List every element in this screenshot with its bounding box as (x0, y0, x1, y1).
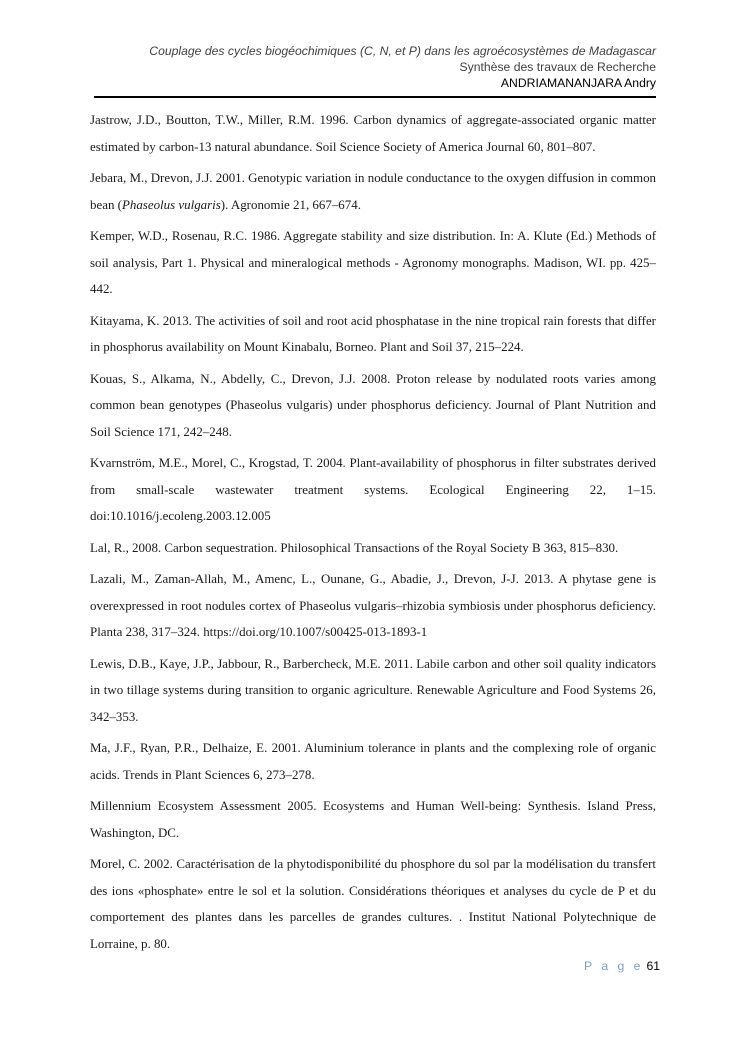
header-author: ANDRIAMANANJARA Andry (500, 76, 656, 90)
reference-item: Lal, R., 2008. Carbon sequestration. Philosophical Transactions of the Royal Society B 363, 815–830. (90, 539, 619, 555)
reference-text: Jebara, M., Drevon, J.J. 2001. Genotypic variation in nodule conductance to the oxygen diffusion in common bean ( (90, 170, 657, 212)
reference-item: Morel, C. 2002. Caractérisation de la phytodisponibilité du phosphore du sol par la modélisation du transfert des ions «phosphate» entre le sol et la solution. Considérations théoriques et analyses du cycle de P et du comportement des plantes dans les parcelles de grandes cultures. . Institut National Polytechnique de Lorraine, p. 80. (90, 856, 656, 951)
reference-item: Kvarnström, M.E., Morel, C., Krogstad, T. 2004. Plant-availability of phosphorus in filter substrates derived from small-scale wastewater treatment systems. Ecological Engineering 22, 1–15. doi:10.1016/j.ecoleng.2003.12.005 (90, 455, 656, 523)
species-name: Phaseolus vulgaris (121, 196, 221, 212)
page-number: 61 (646, 959, 660, 973)
reference-item: Lazali, M., Zaman-Allah, M., Amenc, L., Ounane, G., Abadie, J., Drevon, J-J. 2013. A phytase gene is overexpressed in root nodules cortex of Phaseolus vulgaris–rhizobia symbiosis under phosphorus deficiency. Planta 238, 317–324. https://doi.org/10.1007/s00425-013-1893-1 (90, 571, 656, 639)
header-divider (94, 96, 656, 98)
reference-item: Kitayama, K. 2013. The activities of soil and root acid phosphatase in the nine tropical rain forests that differ in phosphorus availability on Mount Kinabalu, Borneo. Plant and Soil 37, 215–224. (90, 312, 656, 354)
reference-item: Kemper, W.D., Rosenau, R.C. 1986. Aggregate stability and size distribution. In: A. Klute (Ed.) Methods of soil analysis, Part 1. Physical and mineralogical methods - Agronomy monographs. Madison, WI. pp. 425–442. (90, 228, 656, 296)
header-title: Couplage des cycles biogéochimiques (C, N, et P) dans les agroécosystèmes de Madagascar (149, 44, 656, 58)
reference-list (90, 107, 656, 962)
page-footer (560, 959, 660, 973)
header-subtitle: Synthèse des travaux de Recherche (459, 60, 656, 74)
reference-item: Ma, J.F., Ryan, P.R., Delhaize, E. 2001. Aluminium tolerance in plants and the complexing role of organic acids. Trends in Plant Sciences 6, 273–278. (90, 740, 656, 782)
reference-item: Kouas, S., Alkama, N., Abdelly, C., Drevon, J.J. 2008. Proton release by nodulated roots varies among common bean genotypes (Phaseolus vulgaris) under phosphorus deficiency. Journal of Plant Nutrition and Soil Science 171, 242–248. (90, 370, 656, 439)
reference-text: ). Agronomie 21, 667–674. (220, 196, 361, 212)
reference-item: Millennium Ecosystem Assessment 2005. Ecosystems and Human Well-being: Synthesis. Island Press, Washington, DC. (90, 798, 656, 840)
running-header (90, 43, 656, 91)
reference-item: Jastrow, J.D., Boutton, T.W., Miller, R.M. 1996. Carbon dynamics of aggregate-associated organic matter estimated by carbon-13 natural abundance. Soil Science Society of America Journal 60, 801–807. (90, 112, 656, 154)
page-label: P a g e (584, 959, 644, 973)
reference-item (90, 165, 656, 218)
reference-item: Lewis, D.B., Kaye, J.P., Jabbour, R., Barbercheck, M.E. 2011. Labile carbon and other soil quality indicators in two tillage systems during transition to organic agriculture. Renewable Agriculture and Food Systems 26, 342–353. (90, 655, 656, 724)
